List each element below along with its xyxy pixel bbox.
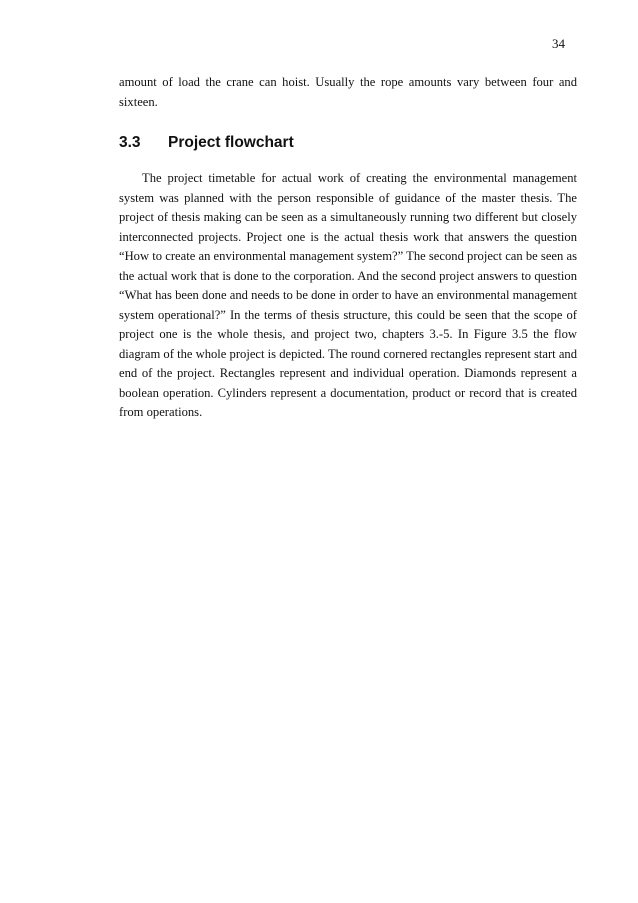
continuation-paragraph: amount of load the crane can hoist. Usually the rope amounts vary between four and sixteen. xyxy=(119,75,577,109)
section-title: Project flowchart xyxy=(168,134,294,151)
page-number: 34 xyxy=(552,36,565,51)
section-number: 3.3 xyxy=(119,134,141,151)
page-content xyxy=(119,73,577,423)
section-heading xyxy=(119,133,577,153)
body-paragraph: The project timetable for actual work of creating the environmental management system was planned with the person responsible of guidance of the master thesis. The project of thesis making can be seen as a simultaneously running two different but closely interconnected projects. Project one is the actual thesis work that answers the question “How to create an environmental management system?” The second project can be seen as the actual work that is done to the corporation. And the second project answers to question “What has been done and needs to be done in order to have an environmental management system operational?” In the terms of thesis structure, this could be seen that the scope of project one is the whole thesis, and project two, chapters 3.-5. In Figure 3.5 the flow diagram of the whole project is depicted. The round cornered rectangles represent start and end of the project. Rectangles represent and individual operation. Diamonds represent a boolean operation. Cylinders represent a documentation, product or record that is created from operations. xyxy=(119,171,577,419)
